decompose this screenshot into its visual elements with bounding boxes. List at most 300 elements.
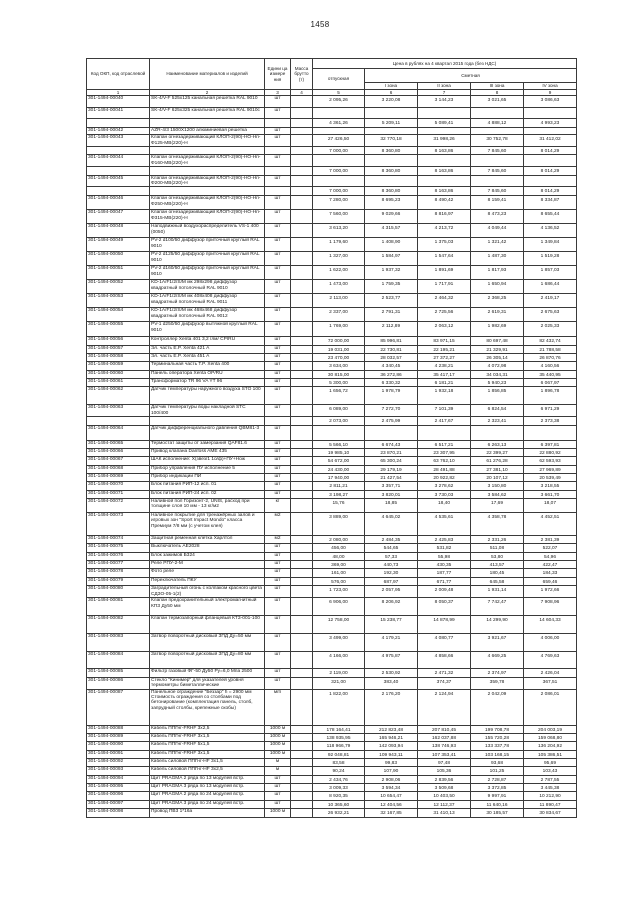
cell-zone3-price: 11 640,16 xyxy=(471,800,524,808)
cell-zone3-price: 511,08 xyxy=(471,544,524,552)
cell-code: 301-1494-00064 xyxy=(87,425,150,440)
cell-name: Наливной пол Горизонт-2, UNIS, расход при толщине слоя 10 мм - 13 кг/м2 xyxy=(150,499,265,513)
cell-zone4-price: 422,47 xyxy=(524,561,577,569)
col-number: 7 xyxy=(418,90,471,96)
cell-zone2-price: 4 238,21 xyxy=(418,362,471,370)
col-number: 5 xyxy=(313,90,365,96)
cell-zone1-price: 3 594,34 xyxy=(365,784,418,792)
cell-mass xyxy=(291,322,313,337)
cell-code: 301-1494-00040 xyxy=(87,96,150,108)
table-row xyxy=(87,128,577,135)
cell-zone3-price: 1 650,94 xyxy=(471,280,524,294)
table-row xyxy=(87,196,577,210)
table-row xyxy=(87,280,577,294)
cell-zone1-price: 687,97 xyxy=(365,577,418,585)
cell-release-price: 4 361,26 xyxy=(313,119,365,128)
cell-unit: шт xyxy=(265,224,291,238)
cell-zone2-price: 2 839,56 xyxy=(418,775,471,783)
cell-release-price: 72 000,00 xyxy=(313,337,365,345)
cell-zone2-price: 83 971,15 xyxy=(418,337,471,345)
cell-zone2-price: 2 009,48 xyxy=(418,586,471,598)
cell-release-price xyxy=(313,108,365,119)
cell-name: Клапан огнезадерживающий КЛОП-2(90)-НО-Нп-Ф125-МВ(220)-Н xyxy=(150,135,265,147)
cell-zone3-price: 3 150,80 xyxy=(471,482,524,490)
cell-unit: м2 xyxy=(265,513,291,536)
cell-unit: шт xyxy=(265,448,291,456)
cell-unit xyxy=(265,119,291,128)
cell-code: 301-1494-00084 xyxy=(87,652,150,669)
cell-mass xyxy=(291,425,313,440)
cell-code: 301-1494-00078 xyxy=(87,569,150,577)
cell-name: Защитная ременная клетка Харлтол xyxy=(150,536,265,544)
cell-zone2-price: 8 163,86 xyxy=(418,146,471,154)
cell-zone4-price: 31 412,02 xyxy=(524,135,577,147)
table-row xyxy=(87,750,577,758)
cell-zone1-price: 4 179,21 xyxy=(365,634,418,652)
cell-unit: шт xyxy=(265,544,291,552)
cell-unit: шт xyxy=(265,155,291,167)
cell-name: Щит PRAGMA 3 ряда по 13 модулей встр. xyxy=(150,784,265,792)
table-row xyxy=(87,733,577,741)
cell-zone1-price: 8 360,80 xyxy=(365,146,418,154)
cell-code: 301-1494-00091 xyxy=(87,750,150,758)
cell-mass xyxy=(291,490,313,498)
table-row xyxy=(87,417,577,425)
cell-code: 301-1494-00066 xyxy=(87,448,150,456)
cell-zone1-price xyxy=(365,108,418,119)
cell-zone3-price: 26 305,14 xyxy=(471,354,524,362)
cell-zone1-price: 544,65 xyxy=(365,544,418,552)
cell-code: 301-1494-00095 xyxy=(87,784,150,792)
cell-release-price: 576,00 xyxy=(313,577,365,585)
cell-release-price: 6 906,00 xyxy=(313,598,365,616)
cell-release-price: 8 920,35 xyxy=(313,792,365,800)
cell-release-price: 2 337,00 xyxy=(313,308,365,322)
cell-name: Трансформатор TR 96 VA YT 96 xyxy=(150,379,265,387)
cell-unit: шт xyxy=(265,96,291,108)
cell-unit: шт xyxy=(265,362,291,370)
cell-mass xyxy=(291,561,313,569)
cell-zone3-price: 2 619,31 xyxy=(471,308,524,322)
cell-release-price xyxy=(313,128,365,135)
cell-release-price: 369,00 xyxy=(313,561,365,569)
cell-zone2-price: 8 163,86 xyxy=(418,167,471,175)
cell-mass xyxy=(291,689,313,725)
cell-zone1-price: 212 823,48 xyxy=(365,725,418,733)
cell-code: 301-1494-00043 xyxy=(87,135,150,147)
cell-mass xyxy=(291,345,313,353)
cell-unit: шт xyxy=(265,308,291,322)
cell-mass xyxy=(291,146,313,154)
cell-zone2-price: 27 372,27 xyxy=(418,354,471,362)
cell-unit: шт xyxy=(265,266,291,280)
cell-name: Щит PRAGMA 2 ряда по 24 модулей встр. xyxy=(150,792,265,800)
cell-zone3-price: 1 982,69 xyxy=(471,322,524,337)
cell-release-price: 1 723,00 xyxy=(313,586,365,598)
col-number: 2 xyxy=(150,90,265,96)
cell-zone2-price: 31 410,13 xyxy=(418,809,471,817)
cell-zone1-price: 383,40 xyxy=(365,677,418,689)
table-row xyxy=(87,473,577,481)
cell-zone3-price: 2 042,09 xyxy=(471,689,524,725)
cell-zone3-price: 4 888,12 xyxy=(471,119,524,128)
cell-mass xyxy=(291,308,313,322)
table-row xyxy=(87,490,577,498)
cell-name: Клапан термозапорный фланцевый КТЗ-001-100 xyxy=(150,616,265,634)
cell-release-price: 1 822,00 xyxy=(313,689,365,725)
cell-zone1-price: 2 057,95 xyxy=(365,586,418,598)
table-row xyxy=(87,266,577,280)
cell-zone2-price: 671,77 xyxy=(418,577,471,585)
cell-release-price: 7 280,00 xyxy=(313,196,365,210)
cell-mass xyxy=(291,387,313,405)
cell-code: 301-1494-00075 xyxy=(87,544,150,552)
cell-zone1-price: 12 404,56 xyxy=(365,800,418,808)
table-row xyxy=(87,308,577,322)
cell-zone4-price: 659,46 xyxy=(524,577,577,585)
cell-zone2-price: 1 547,64 xyxy=(418,252,471,266)
cell-code: 301-1494-00054 xyxy=(87,308,150,322)
header-code: Код ОКП, код отраслевой xyxy=(87,59,150,90)
cell-zone1-price: 107,90 xyxy=(365,767,418,775)
cell-release-price: 1 473,00 xyxy=(313,280,365,294)
cell-name: PV-2 d125/50 диффузор приточный круглый RAL 9010 xyxy=(150,252,265,266)
cell-zone1-price: 5 209,11 xyxy=(365,119,418,128)
cell-zone2-price: 8 050,37 xyxy=(418,598,471,616)
cell-zone1-price: 4 975,87 xyxy=(365,652,418,669)
cell-name: PV-1 d250/50 диффузор вытяжной круглый RAL 9010 xyxy=(150,322,265,337)
cell-zone1-price: 1 759,35 xyxy=(365,280,418,294)
cell-code: 301-1494-00087 xyxy=(87,689,150,725)
cell-name: Клапан огнезадерживающий КЛОП-2(90)-НО-Нп-Ф200-МВ(220)-Н xyxy=(150,175,265,187)
cell-zone3-price: 4 072,98 xyxy=(471,362,524,370)
cell-zone2-price: 187,77 xyxy=(418,569,471,577)
cell-code xyxy=(87,119,150,128)
table-row xyxy=(87,536,577,544)
cell-name: Кабель ППГнг-FRHF 3х1,5 xyxy=(150,733,265,741)
cell-zone4-price xyxy=(524,128,577,135)
cell-unit: шт xyxy=(265,238,291,252)
cell-unit: шт xyxy=(265,634,291,652)
cell-release-price: 92 048,81 xyxy=(313,750,365,758)
cell-zone2-price: 23 307,95 xyxy=(418,448,471,456)
cell-zone1-price: 2 112,89 xyxy=(365,322,418,337)
cell-zone1-price: 4 340,45 xyxy=(365,362,418,370)
cell-zone4-price xyxy=(524,425,577,440)
cell-unit: шт xyxy=(265,616,291,634)
cell-unit: шт xyxy=(265,294,291,308)
table-row xyxy=(87,598,577,616)
cell-zone4-price: 159 068,80 xyxy=(524,733,577,741)
cell-mass xyxy=(291,362,313,370)
table-row xyxy=(87,362,577,370)
cell-release-price: 5 566,10 xyxy=(313,440,365,448)
cell-mass xyxy=(291,370,313,378)
table-row xyxy=(87,577,577,585)
cell-name: Датчик температуры воды накладной STC 100/400 xyxy=(150,405,265,417)
table-row xyxy=(87,322,577,337)
cell-code: 301-1494-00045 xyxy=(87,175,150,187)
cell-unit: м/п xyxy=(265,689,291,725)
cell-release-price: 54 672,00 xyxy=(313,457,365,465)
table-row xyxy=(87,809,577,817)
cell-mass xyxy=(291,552,313,560)
header-price: Цена в рублях на 4 квартал 2015 года (без НДС) xyxy=(313,59,577,69)
cell-code: 301-1494-00082 xyxy=(87,616,150,634)
cell-mass xyxy=(291,742,313,750)
cell-zone2-price: 5 089,41 xyxy=(418,119,471,128)
cell-code: 301-1494-00060 xyxy=(87,370,150,378)
cell-zone2-price: 35 417,17 xyxy=(418,370,471,378)
cell-name: Щит PRAGMA 2 ряда по 13 модулей встр. xyxy=(150,775,265,783)
table-row xyxy=(87,379,577,387)
cell-zone3-price: 6 263,13 xyxy=(471,440,524,448)
cell-mass xyxy=(291,634,313,652)
cell-unit xyxy=(265,146,291,154)
cell-mass xyxy=(291,448,313,456)
cell-unit: шт xyxy=(265,490,291,498)
cell-name: Эл. часть E.P. Xenta 421 A xyxy=(150,345,265,353)
cell-zone4-price: 8 334,87 xyxy=(524,196,577,210)
cell-mass xyxy=(291,108,313,119)
table-row xyxy=(87,448,577,456)
cell-zone2-price: 105,36 xyxy=(418,767,471,775)
cell-name: Панель оператора Xenta OP/RU xyxy=(150,370,265,378)
cell-zone4-price: 3 445,38 xyxy=(524,784,577,792)
cell-zone4-price: 2 426,04 xyxy=(524,669,577,677)
cell-zone2-price: 207 810,45 xyxy=(418,725,471,733)
cell-zone3-price: 17,69 xyxy=(471,499,524,513)
table-row xyxy=(87,354,577,362)
cell-zone1-price: 8 695,23 xyxy=(365,196,418,210)
cell-zone3-price: 7 845,60 xyxy=(471,167,524,175)
cell-code: 301-1494-00093 xyxy=(87,767,150,775)
cell-zone3-price: 5 940,23 xyxy=(471,379,524,387)
cell-unit: шт xyxy=(265,322,291,337)
cell-unit: шт xyxy=(265,784,291,792)
cell-code: 301-1494-00042 xyxy=(87,128,150,135)
cell-code: 301-1494-00098 xyxy=(87,809,150,817)
cell-zone3-price: 1 856,85 xyxy=(471,387,524,405)
cell-name: Наливное покрытие для тренажёрных залов и игровых зон "Sport Impact Mondo" класса Премиум 7/8 мм (с учетом клея) xyxy=(150,513,265,536)
table-row xyxy=(87,800,577,808)
cell-zone4-price: 18,07 xyxy=(524,499,577,513)
cell-zone2-price: 3 278,62 xyxy=(418,482,471,490)
cell-name: Блок питания РИП-12 исп. 01 xyxy=(150,482,265,490)
cell-zone1-price xyxy=(365,155,418,167)
cell-release-price: 2 095,26 xyxy=(313,96,365,108)
cell-zone4-price: 4 993,23 xyxy=(524,119,577,128)
table-row xyxy=(87,725,577,733)
cell-release-price: 7 560,00 xyxy=(313,210,365,224)
cell-mass xyxy=(291,135,313,147)
table-body xyxy=(87,96,577,817)
cell-mass xyxy=(291,337,313,345)
table-row xyxy=(87,405,577,417)
cell-code: 301-1494-00083 xyxy=(87,634,150,652)
cell-zone4-price: 1 896,78 xyxy=(524,387,577,405)
cell-release-price: 456,00 xyxy=(313,544,365,552)
cell-unit: м xyxy=(265,759,291,767)
cell-release-price xyxy=(313,155,365,167)
header-zone-1: I зона xyxy=(365,83,418,90)
cell-mass xyxy=(291,417,313,425)
cell-zone1-price: 2 484,35 xyxy=(365,536,418,544)
cell-zone4-price: 2 419,17 xyxy=(524,294,577,308)
cell-name: Щит PRAGMA 3 ряда по 24 модулей встр. xyxy=(150,800,265,808)
cell-zone3-price: 93,68 xyxy=(471,759,524,767)
cell-zone3-price: 61 276,28 xyxy=(471,457,524,465)
cell-mass xyxy=(291,482,313,490)
cell-code: 301-1494-00076 xyxy=(87,552,150,560)
table-row xyxy=(87,689,577,725)
cell-zone1-price: 29 179,19 xyxy=(365,465,418,473)
cell-name: Кабель ППГнг-FRHF 3х2,5 xyxy=(150,725,265,733)
cell-zone3-price: 4 358,78 xyxy=(471,513,524,536)
cell-zone2-price: 97,48 xyxy=(418,759,471,767)
cell-zone4-price: 21 788,58 xyxy=(524,345,577,353)
cell-zone3-price: 359,78 xyxy=(471,677,524,689)
cell-unit: шт xyxy=(265,598,291,616)
cell-zone4-price: 8 014,29 xyxy=(524,187,577,196)
table-row xyxy=(87,784,577,792)
cell-zone1-price: 22 730,81 xyxy=(365,345,418,353)
cell-unit: шт xyxy=(265,379,291,387)
cell-code: 301-1494-00061 xyxy=(87,379,150,387)
cell-name xyxy=(150,119,265,128)
table-row xyxy=(87,252,577,266)
cell-code: 301-1494-00081 xyxy=(87,598,150,616)
cell-zone2-price: 3 144,23 xyxy=(418,96,471,108)
cell-unit: м xyxy=(265,767,291,775)
cell-zone4-price: 8 014,29 xyxy=(524,146,577,154)
cell-zone4-price: 2 381,39 xyxy=(524,536,577,544)
cell-code: 301-1494-00062 xyxy=(87,387,150,405)
cell-code: 301-1494-00074 xyxy=(87,536,150,544)
cell-release-price: 3 889,00 xyxy=(313,513,365,536)
cell-unit: шт xyxy=(265,387,291,405)
cell-zone3-price: 3 372,85 xyxy=(471,784,524,792)
cell-name: Панельное ограждение "Беззар" h = 2900 мм Стоимость ограждения со столбами под бетонирование (комплектация панель, столб, запрудный столбы, крепежные скобы) xyxy=(150,689,265,725)
cell-zone1-price: 2 530,92 xyxy=(365,669,418,677)
cell-name: Затвор поворотный дисковый ЗПД Ду=50 мм xyxy=(150,634,265,652)
cell-unit: шт xyxy=(265,677,291,689)
cell-zone1-price: 23 870,21 xyxy=(365,448,418,456)
cell-name: Прибор индикации ПИ xyxy=(150,473,265,481)
cell-mass xyxy=(291,544,313,552)
cell-zone4-price: 82 432,74 xyxy=(524,337,577,345)
cell-zone2-price: 18,40 xyxy=(418,499,471,513)
cell-name: Кабель силовой ППГнг-HF 3х1,5 xyxy=(150,759,265,767)
cell-name: Контроллер Xenta 401 3,2 /лм/ CPIRU xyxy=(150,337,265,345)
cell-zone2-price: 6 181,21 xyxy=(418,379,471,387)
cell-unit: шт xyxy=(265,196,291,210)
cell-zone2-price: 63 762,10 xyxy=(418,457,471,465)
cell-mass xyxy=(291,175,313,187)
cell-release-price: 48,00 xyxy=(313,552,365,560)
col-number: 3 xyxy=(265,90,291,96)
cell-zone4-price: 4 006,00 xyxy=(524,634,577,652)
cell-zone4-price: 62 593,93 xyxy=(524,457,577,465)
cell-zone1-price: 32 167,85 xyxy=(365,809,418,817)
cell-unit: 1000 м xyxy=(265,809,291,817)
cell-zone1-price: 28 032,57 xyxy=(365,354,418,362)
cell-mass xyxy=(291,465,313,473)
cell-zone4-price: 8 655,44 xyxy=(524,210,577,224)
cell-code: 301-1494-00050 xyxy=(87,252,150,266)
cell-zone3-price xyxy=(471,425,524,440)
header-name: Наименование материалов и изделий xyxy=(150,59,265,90)
cell-name: KD-1A/F1/2/S/M мк 298х298 диффузор квадратный потолочный RAL 9010 xyxy=(150,280,265,294)
cell-release-price: 19 985,10 xyxy=(313,448,365,456)
cell-code: 301-1494-00072 xyxy=(87,499,150,513)
cell-zone1-price xyxy=(365,425,418,440)
cell-zone2-price: 2 471,32 xyxy=(418,669,471,677)
cell-zone2-price: 8 490,42 xyxy=(418,196,471,210)
cell-release-price: 2 119,00 xyxy=(313,669,365,677)
cell-mass xyxy=(291,155,313,167)
table-row xyxy=(87,586,577,598)
table-row xyxy=(87,440,577,448)
cell-release-price: 138 935,95 xyxy=(313,733,365,741)
cell-release-price: 3 634,00 xyxy=(313,362,365,370)
cell-code: 301-1494-00080 xyxy=(87,586,150,598)
cell-zone2-price: 20 922,82 xyxy=(418,473,471,481)
cell-zone4-price: 522,07 xyxy=(524,544,577,552)
cell-mass xyxy=(291,473,313,481)
cell-mass xyxy=(291,577,313,585)
cell-release-price: 5 300,00 xyxy=(313,379,365,387)
cell-zone2-price: 4 535,61 xyxy=(418,513,471,536)
cell-zone1-price: 2 908,06 xyxy=(365,775,418,783)
cell-zone3-price: 6 824,54 xyxy=(471,405,524,417)
table-row xyxy=(87,759,577,767)
cell-name: Кабель ППГнг-FRHF 3х1,5 xyxy=(150,750,265,758)
cell-zone2-price xyxy=(418,175,471,187)
cell-unit: шт xyxy=(265,175,291,187)
col-number: 9 xyxy=(524,90,577,96)
cell-zone3-price: 3 584,62 xyxy=(471,490,524,498)
cell-zone3-price: 180,45 xyxy=(471,569,524,577)
cell-code: 301-1494-00047 xyxy=(87,210,150,224)
table-row xyxy=(87,544,577,552)
cell-zone4-price: 4 769,63 xyxy=(524,652,577,669)
cell-zone3-price: 21 329,91 xyxy=(471,345,524,353)
cell-zone1-price: 165 946,21 xyxy=(365,733,418,741)
table-row xyxy=(87,167,577,175)
cell-zone4-price: 2 373,38 xyxy=(524,417,577,425)
cell-zone2-price: 28 491,88 xyxy=(418,465,471,473)
cell-code: 301-1494-00053 xyxy=(87,294,150,308)
cell-zone3-price: 3 921,67 xyxy=(471,634,524,652)
cell-zone1-price: 57,33 xyxy=(365,552,418,560)
table-row xyxy=(87,146,577,154)
cell-zone4-price: 30 834,67 xyxy=(524,809,577,817)
cell-mass xyxy=(291,457,313,465)
cell-zone2-price: 31 998,26 xyxy=(418,135,471,147)
cell-zone3-price: 9 997,91 xyxy=(471,792,524,800)
cell-mass xyxy=(291,405,313,417)
table-row xyxy=(87,135,577,147)
cell-release-price: 2 080,00 xyxy=(313,536,365,544)
cell-name: SK-4/V-F 525х125 канальная решетка RAL 9010 xyxy=(150,96,265,108)
cell-zone2-price: 430,35 xyxy=(418,561,471,569)
cell-zone3-price: 155 720,28 xyxy=(471,733,524,741)
cell-zone1-price: 142 093,94 xyxy=(365,742,418,750)
cell-zone3-price: 30 185,57 xyxy=(471,809,524,817)
table-row xyxy=(87,187,577,196)
cell-name: Заградительный огонь с колпаком красного цвета СДЗО-05-1(2) xyxy=(150,586,265,598)
